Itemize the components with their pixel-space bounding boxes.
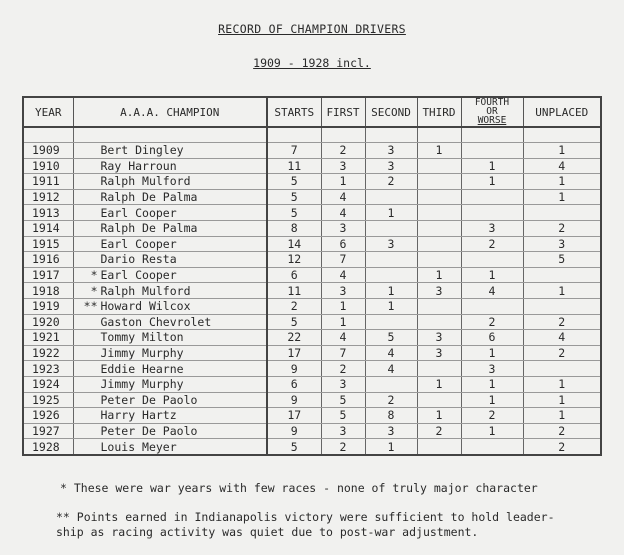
cell-second bbox=[365, 314, 417, 330]
champion-name: Ralph De Palma bbox=[100, 190, 198, 205]
table-row bbox=[23, 330, 601, 346]
cell-fourth: 4 bbox=[461, 283, 523, 299]
cell-champion bbox=[73, 345, 267, 361]
champion-name: Louis Meyer bbox=[100, 439, 177, 454]
cell-champion bbox=[73, 283, 267, 299]
cell-third bbox=[417, 236, 461, 252]
cell-starts: 22 bbox=[267, 330, 321, 346]
cell-second: 3 bbox=[365, 158, 417, 174]
cell-fourth: 1 bbox=[461, 392, 523, 408]
cell-unplaced: 1 bbox=[523, 189, 601, 205]
cell-second bbox=[365, 252, 417, 268]
cell-first: 4 bbox=[321, 267, 365, 283]
cell-unplaced: 2 bbox=[523, 423, 601, 439]
cell-first: 7 bbox=[321, 252, 365, 268]
cell-year: 1922 bbox=[23, 345, 73, 361]
table-row bbox=[23, 174, 601, 190]
cell-fourth: 1 bbox=[461, 423, 523, 439]
champion-name: Howard Wilcox bbox=[100, 299, 191, 314]
cell-unplaced: 5 bbox=[523, 252, 601, 268]
cell-champion bbox=[73, 361, 267, 377]
table-row bbox=[23, 392, 601, 408]
cell-first: 2 bbox=[321, 439, 365, 455]
document-title: RECORD OF CHAMPION DRIVERS bbox=[218, 22, 406, 36]
cell-second: 4 bbox=[365, 361, 417, 377]
footnote-mark: ** bbox=[83, 299, 98, 314]
cell-starts: 6 bbox=[267, 376, 321, 392]
table-row bbox=[23, 158, 601, 174]
champion-name: Ralph De Palma bbox=[100, 221, 198, 236]
cell-starts: 17 bbox=[267, 408, 321, 424]
cell-first: 5 bbox=[321, 408, 365, 424]
cell-third bbox=[417, 189, 461, 205]
champion-name: Ralph Mulford bbox=[100, 174, 191, 189]
cell-champion bbox=[73, 189, 267, 205]
cell-year: 1917 bbox=[23, 267, 73, 283]
cell-fourth bbox=[461, 205, 523, 221]
table-row bbox=[23, 283, 601, 299]
cell-champion bbox=[73, 220, 267, 236]
cell-fourth: 6 bbox=[461, 330, 523, 346]
cell-unplaced bbox=[523, 361, 601, 377]
cell-second: 2 bbox=[365, 174, 417, 190]
cell-year: 1924 bbox=[23, 376, 73, 392]
cell-year: 1923 bbox=[23, 361, 73, 377]
header-starts: STARTS bbox=[267, 97, 321, 127]
table-row bbox=[23, 314, 601, 330]
cell-fourth bbox=[461, 439, 523, 455]
cell-fourth bbox=[461, 189, 523, 205]
cell-third: 1 bbox=[417, 267, 461, 283]
footnote-mark: * bbox=[90, 283, 98, 298]
cell-starts: 11 bbox=[267, 283, 321, 299]
cell-fourth: 1 bbox=[461, 158, 523, 174]
cell-third bbox=[417, 392, 461, 408]
footnote-indianapolis: ** Points earned in Indianapolis victory were sufficient to hold leader- ship as racing activity was quiet due to post-war adjustment. bbox=[56, 510, 555, 539]
cell-second: 3 bbox=[365, 236, 417, 252]
cell-third: 1 bbox=[417, 408, 461, 424]
champion-name: Ray Harroun bbox=[100, 158, 177, 173]
cell-champion bbox=[73, 236, 267, 252]
header-year: YEAR bbox=[23, 97, 73, 127]
cell-second: 1 bbox=[365, 283, 417, 299]
champion-record-table bbox=[22, 96, 602, 456]
cell-starts: 5 bbox=[267, 174, 321, 190]
cell-champion bbox=[73, 392, 267, 408]
cell-unplaced: 1 bbox=[523, 283, 601, 299]
cell-unplaced: 4 bbox=[523, 330, 601, 346]
champion-name: Earl Cooper bbox=[100, 236, 177, 251]
cell-third bbox=[417, 220, 461, 236]
champion-name: Gaston Chevrolet bbox=[100, 314, 212, 329]
cell-starts: 8 bbox=[267, 220, 321, 236]
cell-starts: 6 bbox=[267, 267, 321, 283]
cell-champion bbox=[73, 267, 267, 283]
header-champion: A.A.A. CHAMPION bbox=[73, 97, 267, 127]
spacer-row bbox=[23, 127, 601, 143]
table-row bbox=[23, 361, 601, 377]
cell-starts: 7 bbox=[267, 143, 321, 159]
cell-second: 1 bbox=[365, 298, 417, 314]
cell-fourth: 1 bbox=[461, 345, 523, 361]
cell-year: 1916 bbox=[23, 252, 73, 268]
cell-first: 4 bbox=[321, 189, 365, 205]
cell-first: 3 bbox=[321, 220, 365, 236]
cell-champion bbox=[73, 408, 267, 424]
cell-year: 1909 bbox=[23, 143, 73, 159]
cell-first: 4 bbox=[321, 330, 365, 346]
cell-second bbox=[365, 189, 417, 205]
cell-unplaced: 1 bbox=[523, 143, 601, 159]
cell-third bbox=[417, 361, 461, 377]
table-row bbox=[23, 376, 601, 392]
cell-first: 6 bbox=[321, 236, 365, 252]
table-row bbox=[23, 423, 601, 439]
cell-first: 5 bbox=[321, 392, 365, 408]
cell-fourth: 2 bbox=[461, 408, 523, 424]
cell-starts: 5 bbox=[267, 314, 321, 330]
cell-starts: 5 bbox=[267, 205, 321, 221]
cell-first: 4 bbox=[321, 205, 365, 221]
cell-unplaced: 2 bbox=[523, 345, 601, 361]
cell-third: 3 bbox=[417, 345, 461, 361]
cell-year: 1914 bbox=[23, 220, 73, 236]
cell-starts: 9 bbox=[267, 392, 321, 408]
cell-year: 1921 bbox=[23, 330, 73, 346]
cell-starts: 5 bbox=[267, 189, 321, 205]
cell-second: 4 bbox=[365, 345, 417, 361]
cell-champion bbox=[73, 205, 267, 221]
cell-champion bbox=[73, 314, 267, 330]
cell-unplaced: 1 bbox=[523, 408, 601, 424]
cell-year: 1919 bbox=[23, 298, 73, 314]
cell-second bbox=[365, 220, 417, 236]
cell-fourth bbox=[461, 298, 523, 314]
cell-first: 1 bbox=[321, 174, 365, 190]
cell-starts: 11 bbox=[267, 158, 321, 174]
cell-year: 1925 bbox=[23, 392, 73, 408]
champion-name: Ralph Mulford bbox=[100, 283, 191, 298]
header-second: SECOND bbox=[365, 97, 417, 127]
cell-third bbox=[417, 252, 461, 268]
cell-unplaced bbox=[523, 205, 601, 221]
cell-third bbox=[417, 298, 461, 314]
cell-third: 1 bbox=[417, 376, 461, 392]
cell-year: 1920 bbox=[23, 314, 73, 330]
cell-third: 3 bbox=[417, 283, 461, 299]
cell-first: 3 bbox=[321, 376, 365, 392]
cell-fourth: 1 bbox=[461, 267, 523, 283]
cell-fourth bbox=[461, 143, 523, 159]
cell-champion bbox=[73, 252, 267, 268]
cell-champion bbox=[73, 174, 267, 190]
table-header-row bbox=[23, 97, 601, 127]
cell-champion bbox=[73, 298, 267, 314]
document-subtitle: 1909 - 1928 incl. bbox=[253, 56, 371, 70]
cell-unplaced: 1 bbox=[523, 174, 601, 190]
cell-third bbox=[417, 158, 461, 174]
cell-third: 2 bbox=[417, 423, 461, 439]
champion-name: Jimmy Murphy bbox=[100, 346, 184, 361]
cell-third: 3 bbox=[417, 330, 461, 346]
cell-unplaced: 2 bbox=[523, 220, 601, 236]
cell-second: 3 bbox=[365, 423, 417, 439]
cell-starts: 2 bbox=[267, 298, 321, 314]
table-row bbox=[23, 236, 601, 252]
cell-third bbox=[417, 205, 461, 221]
cell-year: 1913 bbox=[23, 205, 73, 221]
cell-champion bbox=[73, 330, 267, 346]
cell-starts: 12 bbox=[267, 252, 321, 268]
header-fourth-or-worse: FOURTH OR WORSE bbox=[461, 97, 523, 127]
cell-starts: 14 bbox=[267, 236, 321, 252]
cell-fourth: 2 bbox=[461, 314, 523, 330]
cell-first: 2 bbox=[321, 143, 365, 159]
table-row bbox=[23, 408, 601, 424]
cell-starts: 9 bbox=[267, 361, 321, 377]
cell-champion bbox=[73, 158, 267, 174]
cell-unplaced: 2 bbox=[523, 439, 601, 455]
champion-name: Bert Dingley bbox=[100, 143, 184, 158]
champion-name: Dario Resta bbox=[100, 252, 177, 267]
table-row bbox=[23, 220, 601, 236]
cell-starts: 17 bbox=[267, 345, 321, 361]
header-unplaced: UNPLACED bbox=[523, 97, 601, 127]
table-row bbox=[23, 439, 601, 455]
cell-first: 3 bbox=[321, 283, 365, 299]
cell-champion bbox=[73, 143, 267, 159]
header-first: FIRST bbox=[321, 97, 365, 127]
footnote-war-years: * These were war years with few races - none of truly major character bbox=[60, 481, 538, 495]
cell-first: 3 bbox=[321, 158, 365, 174]
champion-name: Earl Cooper bbox=[100, 268, 177, 283]
table-row bbox=[23, 267, 601, 283]
cell-second bbox=[365, 267, 417, 283]
footnote-mark: * bbox=[90, 268, 98, 283]
cell-champion bbox=[73, 423, 267, 439]
cell-unplaced: 1 bbox=[523, 392, 601, 408]
champion-name: Eddie Hearne bbox=[100, 361, 184, 376]
cell-third bbox=[417, 439, 461, 455]
cell-second: 1 bbox=[365, 205, 417, 221]
champion-name: Peter De Paolo bbox=[100, 423, 198, 438]
cell-year: 1915 bbox=[23, 236, 73, 252]
cell-unplaced: 3 bbox=[523, 236, 601, 252]
cell-unplaced bbox=[523, 267, 601, 283]
cell-year: 1927 bbox=[23, 423, 73, 439]
table-row bbox=[23, 345, 601, 361]
cell-second: 1 bbox=[365, 439, 417, 455]
table-row bbox=[23, 143, 601, 159]
champion-name: Jimmy Murphy bbox=[100, 377, 184, 392]
cell-year: 1910 bbox=[23, 158, 73, 174]
cell-starts: 5 bbox=[267, 439, 321, 455]
cell-unplaced: 2 bbox=[523, 314, 601, 330]
cell-year: 1911 bbox=[23, 174, 73, 190]
cell-fourth: 3 bbox=[461, 361, 523, 377]
table-row bbox=[23, 189, 601, 205]
cell-starts: 9 bbox=[267, 423, 321, 439]
champion-name: Harry Hartz bbox=[100, 408, 177, 423]
cell-third bbox=[417, 314, 461, 330]
cell-first: 1 bbox=[321, 298, 365, 314]
cell-first: 7 bbox=[321, 345, 365, 361]
cell-year: 1918 bbox=[23, 283, 73, 299]
champion-name: Earl Cooper bbox=[100, 205, 177, 220]
cell-year: 1928 bbox=[23, 439, 73, 455]
cell-year: 1912 bbox=[23, 189, 73, 205]
cell-champion bbox=[73, 376, 267, 392]
cell-first: 1 bbox=[321, 314, 365, 330]
cell-second: 2 bbox=[365, 392, 417, 408]
cell-year: 1926 bbox=[23, 408, 73, 424]
header-third: THIRD bbox=[417, 97, 461, 127]
cell-unplaced: 4 bbox=[523, 158, 601, 174]
table-row bbox=[23, 252, 601, 268]
cell-first: 3 bbox=[321, 423, 365, 439]
cell-second: 3 bbox=[365, 143, 417, 159]
cell-fourth bbox=[461, 252, 523, 268]
cell-second: 5 bbox=[365, 330, 417, 346]
cell-third bbox=[417, 174, 461, 190]
cell-second: 8 bbox=[365, 408, 417, 424]
cell-fourth: 1 bbox=[461, 376, 523, 392]
cell-third: 1 bbox=[417, 143, 461, 159]
table-row bbox=[23, 298, 601, 314]
cell-unplaced bbox=[523, 298, 601, 314]
champion-name: Peter De Paolo bbox=[100, 392, 198, 407]
cell-first: 2 bbox=[321, 361, 365, 377]
cell-fourth: 3 bbox=[461, 220, 523, 236]
cell-second bbox=[365, 376, 417, 392]
cell-unplaced: 1 bbox=[523, 376, 601, 392]
cell-fourth: 2 bbox=[461, 236, 523, 252]
cell-champion bbox=[73, 439, 267, 455]
table-row bbox=[23, 205, 601, 221]
champion-name: Tommy Milton bbox=[100, 330, 184, 345]
cell-fourth: 1 bbox=[461, 174, 523, 190]
